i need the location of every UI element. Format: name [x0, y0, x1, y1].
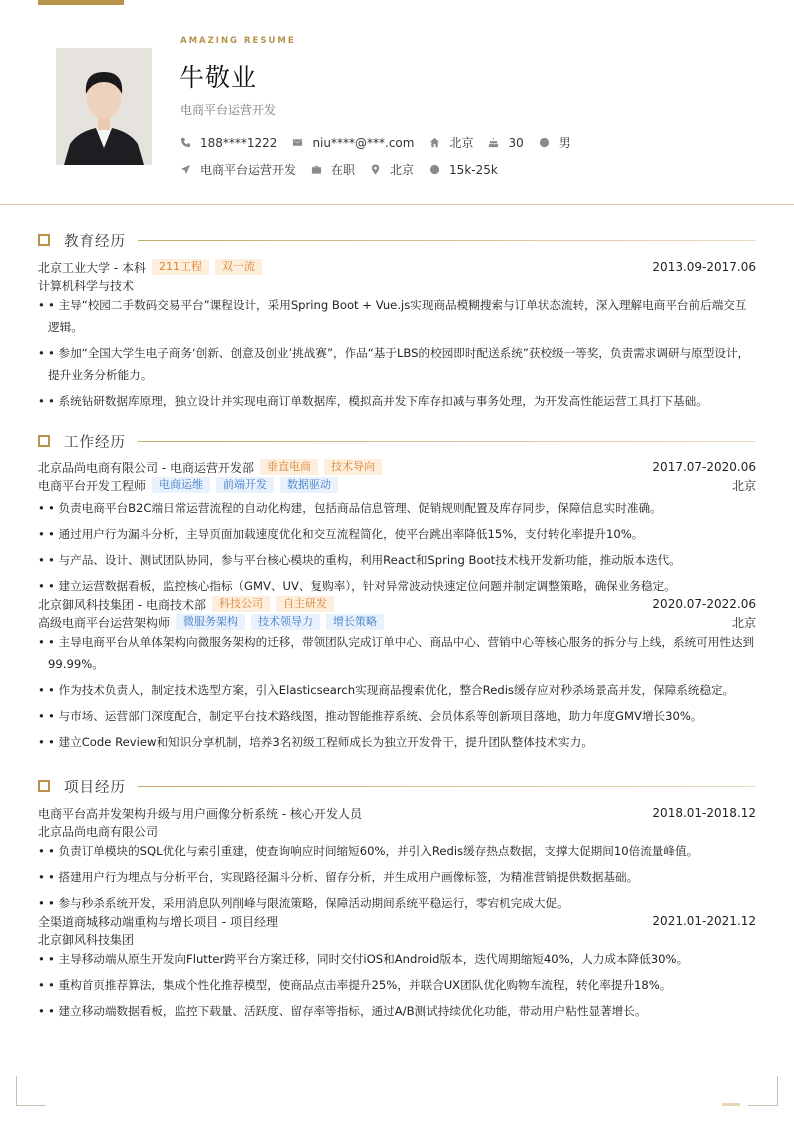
list-item: • • 系统钻研数据库原理，独立设计并实现电商订单数据库，模拟高并发下库存扣减与事务处理，为开发高性能运营工具打下基础。 — [38, 390, 756, 412]
major-row — [38, 276, 756, 294]
intention-text: 电商平台运营开发 — [200, 163, 297, 177]
list-item: • • 与市场、运营部门深度配合，制定平台技术路线图，推动智能推荐系统、会员体系等创新项目落地，助力年度GMV增长30%。 — [38, 705, 756, 727]
skill-badge: 电商运维 — [152, 477, 210, 493]
date-range: 2013.09-2017.06 — [652, 260, 756, 274]
corner-decoration-left — [16, 1076, 46, 1106]
project-entry — [38, 912, 756, 1022]
position-title: 电商平台开发工程师 — [38, 478, 147, 493]
location-icon — [370, 164, 381, 175]
section-header — [38, 431, 756, 451]
cake-icon — [488, 137, 499, 148]
tag-badge: 自主研发 — [276, 596, 334, 612]
page-marker — [722, 1103, 740, 1106]
position-line — [38, 477, 338, 494]
home-icon — [429, 137, 440, 148]
list-item: • • 建立移动端数据看板，监控下载量、活跃度、留存率等指标，通过A/B测试持续优化功能，带动用户粘性显著增长。 — [38, 1000, 756, 1022]
project-bullets — [38, 840, 756, 914]
section-title: 教育经历 — [64, 233, 126, 250]
salary-text: 15k-25k — [449, 162, 498, 177]
position-title: 高级电商平台运营架构师 — [38, 615, 171, 630]
gender-icon — [539, 137, 550, 148]
gender-text: 男 — [558, 136, 571, 150]
company-name: 北京品尚电商有限公司 - 电商运营开发部 — [38, 460, 254, 475]
project-company-row — [38, 930, 756, 948]
email-item — [292, 136, 414, 150]
section-header — [38, 776, 756, 796]
date-range: 2021.01-2021.12 — [652, 914, 756, 928]
send-icon — [180, 164, 191, 175]
list-item: • • 重构首页推荐算法，集成个性化推荐模型，使商品点击率提升25%，并联合UX团队优化购物车流程，转化率提升18%。 — [38, 974, 756, 996]
job-entry — [38, 458, 756, 597]
company-line — [38, 596, 334, 613]
list-item: • • 建立运营数据看板，监控核心指标（GMV、UV、复购率），针对异常波动快速定位问题并制定调整策略，确保业务稳定。 — [38, 575, 756, 597]
section-title: 项目经历 — [64, 779, 126, 796]
list-item: • • 负责电商平台B2C端日常运营流程的自动化构建，包括商品信息管理、促销规则配置及库存同步，保障信息实时准确。 — [38, 497, 756, 519]
project-row — [38, 912, 756, 930]
age-item — [488, 136, 523, 150]
section-title: 工作经历 — [64, 434, 126, 451]
job-city: 北京 — [731, 478, 756, 493]
skill-badge: 增长策略 — [326, 614, 384, 630]
work-section — [38, 431, 756, 757]
date-range: 2020.07-2022.06 — [652, 597, 756, 611]
position-line — [38, 614, 384, 631]
employment-text: 在职 — [331, 163, 356, 177]
section-header — [38, 230, 756, 250]
project-row — [38, 804, 756, 822]
tag-badge: 211工程 — [152, 259, 209, 275]
tag-badge: 垂直电商 — [260, 459, 318, 475]
gender-item — [539, 134, 571, 151]
company-line — [38, 459, 382, 476]
company-row — [38, 595, 756, 613]
list-item: • • 主导电商平台从单体架构向微服务架构的迁移，带领团队完成订单中心、商品中心、营销中心等核心服务的拆分与上线，系统可用性达到99.99%。 — [38, 631, 756, 675]
project-entry — [38, 804, 756, 914]
date-range: 2018.01-2018.12 — [652, 806, 756, 820]
major: 计算机科学与技术 — [38, 278, 135, 293]
resume-header — [0, 0, 794, 205]
position-row — [38, 613, 756, 631]
home-text: 北京 — [449, 136, 474, 150]
section-divider — [138, 441, 756, 442]
phone-text: 188****1222 — [200, 135, 278, 150]
school-name: 北京工业大学 - 本科 — [38, 260, 146, 275]
age-text: 30 — [508, 135, 524, 150]
job-intention: 电商平台运营开发 — [180, 103, 277, 117]
list-item: • • 与产品、设计、测试团队协同，参与平台核心模块的重构，利用React和Spring Boot技术栈开发新功能，推动版本迭代。 — [38, 549, 756, 571]
list-item: • • 通过用户行为漏斗分析，主导页面加载速度优化和交互流程简化，使平台跳出率降低15%，支付转化率提升10%。 — [38, 523, 756, 545]
skill-badge: 技术领导力 — [251, 614, 320, 630]
city-item — [370, 161, 414, 178]
salary-icon — [429, 164, 440, 175]
project-company: 北京品尚电商有限公司 — [38, 824, 159, 839]
education-row — [38, 258, 756, 276]
list-item: • • 主导移动端从原生开发向Flutter跨平台方案迁移，同时交付iOS和Android版本，迭代周期缩短40%，人力成本降低30%。 — [38, 948, 756, 970]
job-city: 北京 — [731, 615, 756, 630]
skill-badge: 数据驱动 — [280, 477, 338, 493]
education-section — [38, 230, 756, 416]
section-marker — [38, 780, 50, 792]
skill-badge: 前端开发 — [216, 477, 274, 493]
list-item: • • 建立Code Review和知识分享机制，培养3名初级工程师成长为独立开发骨干，提升团队整体技术实力。 — [38, 731, 756, 753]
skill-badge: 微服务架构 — [176, 614, 245, 630]
list-item: • • 参加“全国大学生电子商务‘创新、创意及创业’挑战赛”，作品“基于LBS的校园即时配送系统”获校级一等奖，负责需求调研与原型设计，提升业务分析能力。 — [38, 342, 756, 386]
company-name: 北京御风科技集团 - 电商技术部 — [38, 597, 206, 612]
list-item: • • 作为技术负责人，制定技术选型方案，引入Elasticsearch实现商品搜索优化，整合Redis缓存应对秒杀场景高并发，保障系统稳定。 — [38, 679, 756, 701]
list-item: • • 负责订单模块的SQL优化与索引重建，使查询响应时间缩短60%，并引入Redis缓存热点数据，支撑大促期间10倍流量峰值。 — [38, 840, 756, 862]
phone-icon — [180, 137, 191, 148]
project-company-row — [38, 822, 756, 840]
city-text: 北京 — [390, 163, 415, 177]
job-bullets — [38, 497, 756, 597]
brand-label: AMAZING RESUME — [180, 36, 296, 46]
profile-photo — [56, 48, 152, 165]
tag-badge: 科技公司 — [212, 596, 270, 612]
section-divider — [138, 240, 756, 241]
list-item: • • 搭建用户行为埋点与分析平台，实现路径漏斗分析、留存分析，并生成用户画像标签，为精准营销提供数据基础。 — [38, 866, 756, 888]
home-item — [429, 134, 473, 151]
email-text: niu****@***.com — [312, 135, 415, 150]
corner-decoration-right — [748, 1076, 778, 1106]
company-row — [38, 458, 756, 476]
phone-item — [180, 136, 277, 150]
employment-item — [311, 161, 355, 178]
status-info-row — [180, 161, 513, 178]
salary-item — [429, 163, 498, 177]
project-name: 全渠道商城移动端重构与增长项目 - 项目经理 — [38, 914, 278, 929]
project-bullets — [38, 948, 756, 1022]
section-divider — [138, 786, 756, 787]
position-row — [38, 476, 756, 494]
list-item: • • 参与秒杀系统开发，采用消息队列削峰与限流策略，保障活动期间系统平稳运行，零宕机完成大促。 — [38, 892, 756, 914]
contact-info-row — [180, 134, 586, 151]
project-name: 电商平台高并发架构升级与用户画像分析系统 - 核心开发人员 — [38, 806, 362, 821]
project-company: 北京御风科技集团 — [38, 932, 135, 947]
education-entry — [38, 258, 756, 412]
tag-badge: 双一流 — [215, 259, 262, 275]
job-bullets — [38, 631, 756, 753]
candidate-name: 牛敬业 — [179, 63, 258, 92]
section-marker — [38, 435, 50, 447]
section-marker — [38, 234, 50, 246]
tag-badge: 技术导向 — [324, 459, 382, 475]
list-item: • • 主导“校园二手数码交易平台”课程设计，采用Spring Boot + Vue.js实现商品模糊搜索与订单状态流转，深入理解电商平台前后端交互逻辑。 — [38, 294, 756, 338]
job-entry — [38, 595, 756, 753]
school-line — [38, 259, 262, 276]
briefcase-icon — [311, 164, 322, 175]
date-range: 2017.07-2020.06 — [652, 460, 756, 474]
mail-icon — [292, 137, 303, 148]
intention-item — [180, 161, 296, 178]
education-bullets — [38, 294, 756, 412]
projects-section — [38, 776, 756, 1026]
